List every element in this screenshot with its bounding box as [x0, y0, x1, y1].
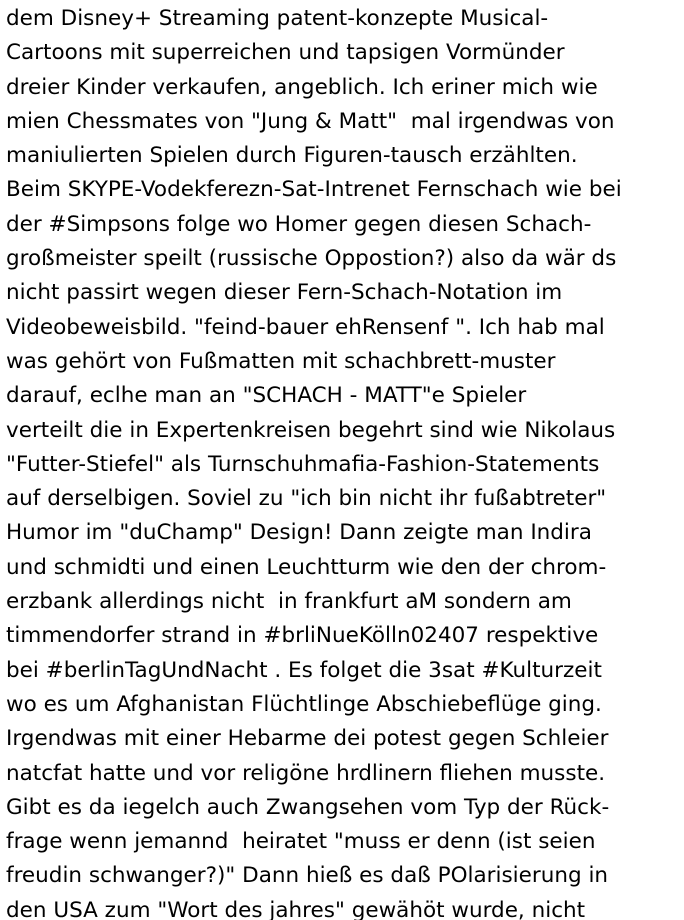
text-line: mien Chessmates von "Jung & Matt" mal irgendwas von: [6, 108, 615, 134]
text-line: frage wenn jemannd heiratet "muss er denn (ist seien: [6, 829, 596, 855]
text-line: der #Simpsons folge wo Homer gegen diesen Schach-: [6, 211, 592, 237]
text-line: darauf, eclhe man an "SCHACH - MATT"e Spieler: [6, 383, 527, 409]
text-line: und schmidti und einen Leuchtturm wie den der chrom-: [6, 554, 607, 580]
text-line: großmeister speilt (russische Oppostion?) also da wär ds: [6, 246, 617, 272]
text-line: dreier Kinder verkaufen, angeblich. Ich eriner mich wie: [6, 74, 598, 100]
document-text: [6, 2, 684, 920]
text-line: auf derselbigen. Soviel zu "ich bin nicht ihr fußabtreter": [6, 486, 607, 512]
text-line: maniulierten Spielen durch Figuren-tausch erzählten.: [6, 143, 578, 169]
text-line: dem Disney+ Streaming patent-konzepte Musical-: [6, 6, 549, 31]
text-line: wo es um Afghanistan Flüchtlinge Abschiebeflüge ging.: [6, 691, 602, 717]
text-line: erzbank allerdings nicht in frankfurt aM sondern am: [6, 589, 572, 615]
text-line: nicht passirt wegen dieser Fern-Schach-Notation im: [6, 280, 563, 306]
text-line: Irgendwas mit einer Hebarme dei potest gegen Schleier: [6, 726, 609, 752]
text-line: was gehört von Fußmatten mit schachbrett-muster: [6, 348, 556, 374]
text-line: timmendorfer strand in #brliNueKölln02407 respektive: [6, 623, 599, 649]
text-line: verteilt die in Expertenkreisen begehrt sind wie Nikolaus: [6, 417, 616, 443]
text-line: Gibt es da iegelch auch Zwangsehen vom Typ der Rück-: [6, 794, 610, 820]
text-line: den USA zum "Wort des jahres" gewähöt wurde, nicht: [6, 897, 586, 920]
text-line: freudin schwanger?)" Dann hieß es daß POlarisierung in: [6, 863, 609, 889]
text-line: "Futter-Stiefel" als Turnschuhmafia-Fashion-Statements: [6, 451, 600, 477]
text-line: natcfat hatte und vor religöne hrdlinern fliehen musste.: [6, 760, 606, 786]
text-line: bei #berlinTagUndNacht . Es folget die 3sat #Kulturzeit: [6, 657, 602, 683]
text-line: Cartoons mit superreichen und tapsigen Vormünder: [6, 40, 565, 66]
text-line: Beim SKYPE-Vodekferezn-Sat-Intrenet Fernschach wie bei: [6, 177, 622, 203]
text-line: Humor im "duChamp" Design! Dann zeigte man Indira: [6, 520, 592, 546]
text-line: Videobeweisbild. "feind-bauer ehRensenf ". Ich hab mal: [6, 314, 605, 340]
